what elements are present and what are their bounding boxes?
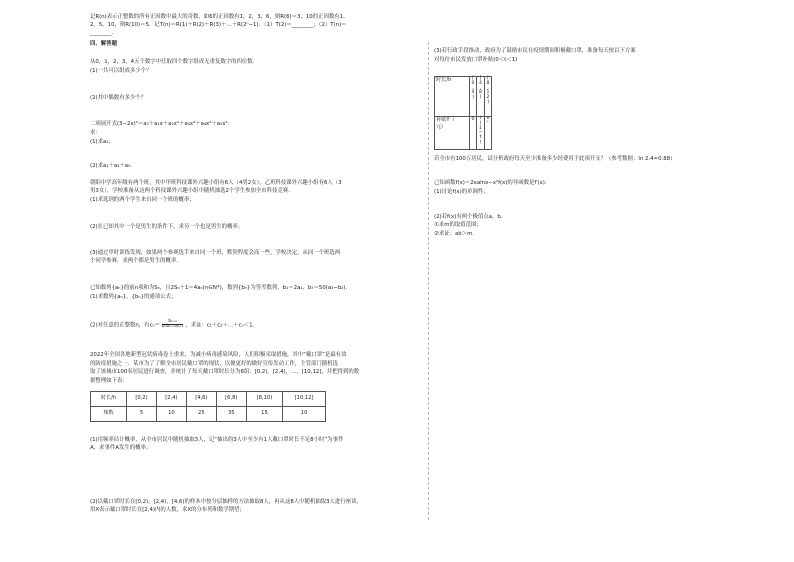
cell-char: ᵗ — [487, 120, 489, 126]
table-cell: 0 — [470, 117, 477, 150]
fraction — [162, 320, 184, 330]
table-cell: 5 — [127, 407, 157, 422]
q3-part-2: (2)在已知其中一个是男生的条件下，求另一个也是男生的概率； — [90, 224, 244, 230]
cell-char: , — [487, 85, 489, 91]
q2-part-1: (1)求a₂； — [90, 139, 114, 145]
table-cell — [470, 77, 477, 117]
section-title: 四、解答题 — [90, 41, 117, 47]
column-divider — [428, 42, 429, 520]
cell-char: , — [472, 85, 474, 91]
q4-part-2-suffix: ，求证：c₁＋c₂＋…＋cₙ＜1． — [185, 322, 258, 329]
function-part-2-sub-2: ②求证：ab＞m． — [434, 231, 478, 237]
table-cell — [476, 117, 484, 150]
table-cell — [485, 117, 492, 150]
q1-part-2: (2)其中偶数有多少个？ — [90, 95, 147, 101]
cell-char: 4 — [471, 90, 475, 96]
table-header-row — [435, 77, 492, 117]
table-cell: [2,4) — [156, 392, 186, 407]
cell-char: t — [479, 116, 482, 121]
table-cell: 频数 — [91, 407, 127, 422]
cell-char: ) — [479, 95, 482, 101]
q5-part-2-line-2: 用X表示戴口罩时长在[2,4)内的人数，求X的分布列和数学期望； — [90, 507, 245, 513]
q2-label: 求： — [90, 130, 101, 136]
table-cell: 35 — [216, 407, 246, 422]
q3-part-1: (1)求选到的两个学生来自同一个班的概率； — [90, 197, 195, 203]
cell-char: 8 — [486, 80, 490, 86]
table-cell: 时长/h — [91, 392, 127, 407]
table-cell: 25 — [186, 407, 216, 422]
subsidy-table — [434, 76, 492, 150]
table-header-row — [91, 392, 326, 407]
table-cell: [6,8) — [216, 392, 246, 407]
table-cell: 10 — [156, 407, 186, 422]
cell-char: 8 — [479, 90, 482, 96]
q5-stem-line-1: 2022年全国各地新型冠状病毒卷土重来，为减小病毒感染风险，人们积极采取措施，其中“戴口罩”是最有效 — [90, 352, 347, 358]
cell-char: 1 — [479, 125, 482, 131]
cell-char: − — [478, 130, 483, 136]
q5-part-1-line-1: (1)用频率估计概率，从全市居民中随机抽取3人，记“抽出的3人中至少有1人戴口罩时长不足8小时”为事件 — [90, 437, 344, 443]
function-part-2: (2)若f(x)有两个极值点a，b． — [434, 214, 507, 220]
q2-stem: 二项展开式(3−2x)⁵＝a₀＋a₁x＋a₂x²＋a₃x³＋a₄x⁴＋a₅x⁵． — [90, 121, 234, 127]
table-cell: [0,2) — [127, 392, 157, 407]
table-cell: 15 — [246, 407, 282, 422]
table-cell: [10,12] — [283, 392, 326, 407]
table-cell: [8,10) — [246, 392, 282, 407]
cell-char: [ — [487, 76, 489, 81]
table-row — [91, 407, 326, 422]
cell-char: 2 — [486, 95, 490, 101]
cell-char: ( — [479, 120, 482, 126]
cell-char: [ — [472, 76, 474, 81]
cell-char: e — [486, 116, 490, 121]
q5-part-3-line-2: 对每位市民发放口罩补贴(0＜t＜1) — [434, 57, 518, 63]
function-part-2-sub-1: ①求m的取值范围； — [434, 222, 482, 228]
cell-char: , — [479, 85, 482, 91]
row-label-line: 补贴Y（ — [436, 117, 455, 123]
q4-stem: 已知数列{aₙ}的前n项和为Sₙ，且2Sₙ＋1＝4aₙ(n∈N*)，数列{bₙ}为等差数列，b₁＝2a₁，b₅＝50(a₃−b₂)． — [90, 285, 351, 291]
intro-line-1: 记R(n)表示正整数的所有正因数中最大的奇数，如6的正因数有1，2，3，6，则R(6)＝3，10的正因数有1， — [90, 14, 349, 20]
q3-stem-line-1: 朝阳中学高年级有两个班，其中甲班科技课外兴趣小组有6人（4男2女），乙班科技课外兴趣小组有6人（3 — [90, 180, 342, 186]
table-cell — [485, 77, 492, 117]
q1-stem: 从0，1，2，3，4五个数字中任取四个数字组成无重复数字的四位数． — [90, 59, 259, 65]
cell-char: 4 — [479, 80, 482, 86]
subsidy-question: 若全市有100万居民，试分析政府每天至少准备多少经费用于此项开支？（参考数据：ln 2.4≈0.88） — [434, 156, 676, 162]
function-stem: 已知函数f(x)＝2xalnx−x²f(x)的导函数是f′(x)． — [434, 180, 551, 186]
cell-char: ) — [472, 95, 474, 101]
frequency-table — [90, 391, 326, 422]
q3-part-3-line-2: 个同学参赛，求两个都是男生的概率． — [90, 258, 182, 264]
q5-part-2-line-1: (2)以戴口罩时长在[0,2)，[2,4)，[4,6)的样本中按分层抽样的方法抽取8人，再从这8人中随机抽取3人进行座谈， — [90, 499, 362, 505]
q5-stem-line-2: 的防疫措施之一．某市为了了解全市居民戴口罩的现状，以便更好的做好宣传发动工作，主管部门随机选 — [90, 361, 338, 367]
q4-part-1: (1)求数列{aₙ}，{bₙ}的通项公式； — [90, 294, 177, 300]
q3-stem-line-2: 男3女），学校准备从这两个科技课外兴趣小组中随机抽选2个学生参加全市科技竞赛． — [90, 188, 294, 194]
row-label-line: 元） — [436, 124, 447, 131]
q5-stem-line-4: 据整理如下表： — [90, 378, 128, 384]
function-part-1: (1)讨论f(x)的单调性； — [434, 189, 489, 195]
table-cell: 10 — [283, 407, 326, 422]
table-cell — [435, 117, 470, 150]
q5-part-3-line-1: (3)若行政手段推动，政府为了鼓励市民在疫情期间积极戴口罩，准备每天按以下方案 — [434, 48, 636, 54]
table-cell: 时长/h — [435, 77, 470, 117]
left-column — [90, 0, 420, 562]
right-column — [434, 0, 734, 562]
fraction-numerator: bₙ₊₁ — [162, 320, 184, 325]
intro-line-2: 2，5，10，则R(10)＝5．记T(n)＝R(1)＋R(2)＋R(3)＋…＋R(2ⁿ−1)．（1）T(2)＝________；（2）T(n)＝ — [90, 22, 347, 28]
q2-part-2: (2)求a₁＋a₃＋a₅． — [90, 163, 136, 169]
q5-stem-line-3: 取了该城市100名居民进行调查，并统计了每天戴口罩时长分为6组：[0,2)，[2,4)，…，[10,12]，并把得到的数 — [90, 369, 360, 375]
cell-char: ) — [479, 140, 482, 146]
table-cell: [4,6) — [186, 392, 216, 407]
cell-char: ] — [487, 100, 489, 106]
fraction-denominator: bₙbₙ₊₁aₙ₊₁ — [161, 324, 184, 330]
table-cell — [476, 77, 484, 117]
table-row — [435, 117, 492, 150]
q4-part-2-prefix: (2)对任意的正整数n，有cₙ＝ — [90, 322, 161, 329]
q4-part-2 — [90, 320, 258, 330]
cell-char: 0 — [471, 80, 475, 86]
intro-line-3: ________． — [90, 30, 117, 36]
cell-char: 1 — [486, 90, 490, 96]
cell-char: t — [479, 135, 482, 141]
q5-part-1-line-2: A，求事件A发生的概率； — [90, 445, 152, 451]
cell-char: [ — [479, 76, 482, 81]
q3-part-3-line-1: (3)通过甲时训练发现，如果两个参赛选手来自同一个班，默契程度会高一些，学校决定，从同一个班选两 — [90, 250, 341, 256]
q1-part-1: (1)一共可以组成多少个？ — [90, 68, 152, 74]
